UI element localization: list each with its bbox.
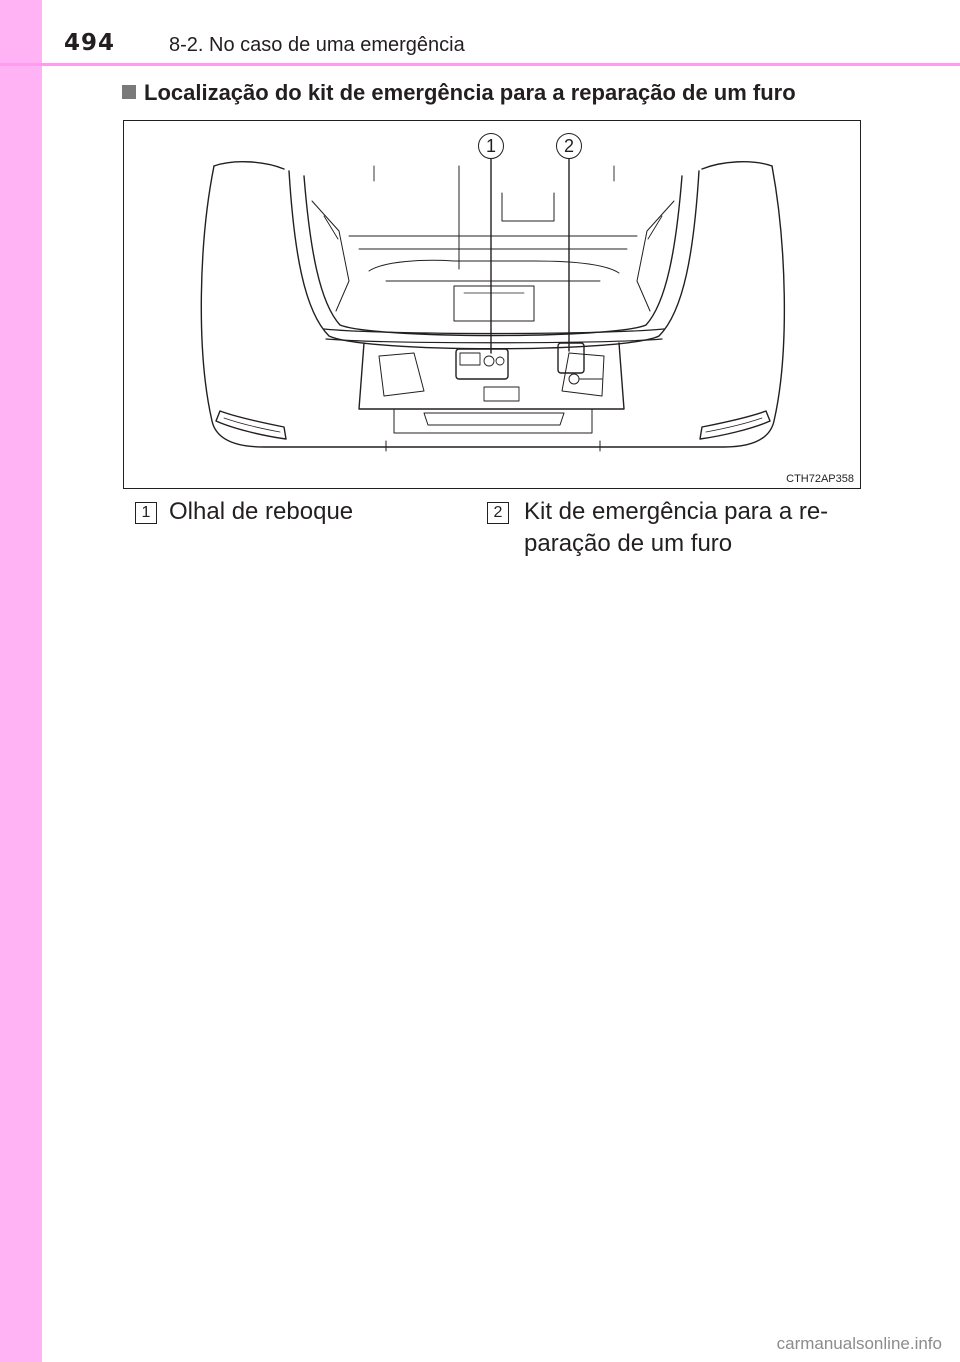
- legend-item-1: [135, 496, 455, 530]
- legend-number-2: 2: [487, 502, 509, 524]
- section-title: 8-2. No caso de uma emergência: [169, 34, 465, 56]
- page-number: 494: [64, 30, 116, 56]
- header-rule: [0, 63, 960, 66]
- legend-text-2-line-2: paração de um furo: [524, 530, 733, 557]
- legend-number-1: 1: [135, 502, 157, 524]
- callout-1: 1: [478, 133, 504, 159]
- legend-item-2: [487, 496, 857, 562]
- section-heading: [122, 80, 882, 106]
- legend-text-1: Olhal de reboque: [169, 498, 354, 525]
- watermark: carmanualsonline.info: [776, 1334, 942, 1353]
- trunk-illustration: [123, 120, 861, 489]
- callout-2: 2: [556, 133, 582, 159]
- side-color-band: [0, 0, 42, 1362]
- figure-code: CTH72AP358: [786, 473, 854, 485]
- square-bullet-icon: [122, 85, 136, 99]
- heading-text: Localização do kit de emergência para a reparação de um furo: [144, 80, 796, 105]
- car-trunk-drawing: [124, 121, 862, 490]
- legend-text-2-line-1: Kit de emergência para a re-: [524, 498, 829, 525]
